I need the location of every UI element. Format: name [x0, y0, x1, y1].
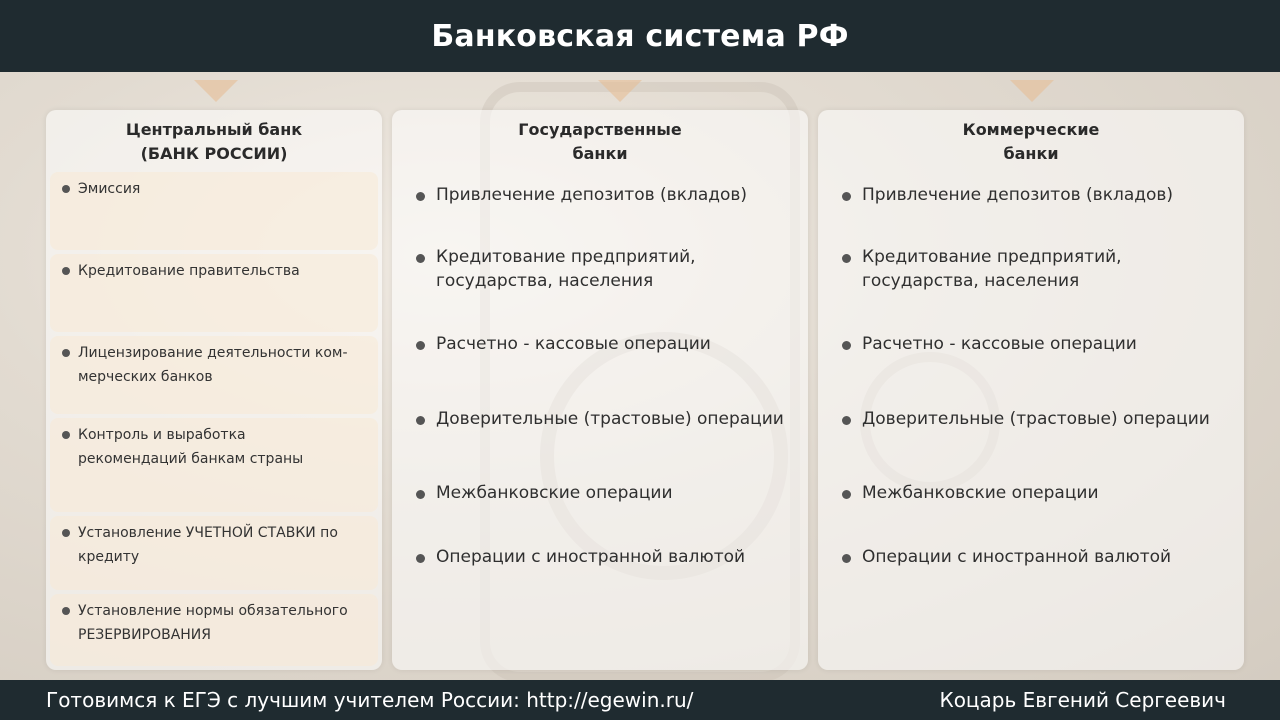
list-item [416, 183, 798, 207]
title-line: Центральный банк [125, 120, 303, 139]
bullet-icon [416, 192, 425, 201]
list-item [50, 172, 378, 250]
arrow-down-icon [194, 80, 238, 102]
item-text: Расчетно - кассовые операции [436, 334, 711, 354]
state-banks-panel [392, 110, 808, 670]
list-item [50, 516, 378, 590]
list-item [842, 183, 1234, 207]
list-item [50, 594, 378, 666]
central-bank-title [46, 110, 382, 166]
item-text: Кредитование правительства [78, 263, 300, 279]
list-item [842, 407, 1234, 431]
item-text: Лицензирование деятельности ком- мерческих банков [78, 345, 348, 385]
bullet-icon [842, 416, 851, 425]
bullet-icon [842, 192, 851, 201]
item-text: Операции с иностранной валютой [862, 547, 1172, 567]
title-line: Коммерческие [962, 120, 1100, 139]
bullet-icon [842, 254, 851, 263]
commercial-banks-panel [818, 110, 1244, 670]
footer-author-text: Коцарь Евгений Сергеевич [939, 688, 1226, 712]
item-text: Привлечение депозитов (вкладов) [862, 185, 1174, 205]
bullet-icon [416, 341, 425, 350]
item-text: Установление УЧЕТНОЙ СТАВКИ по кредиту [78, 525, 338, 565]
arrow-down-icon [598, 80, 642, 102]
item-text: Кредитование предприятий, государства, населения [436, 247, 696, 291]
item-text: Доверительные (трастовые) операции [862, 409, 1210, 429]
list-item [416, 481, 798, 505]
bullet-icon [62, 529, 70, 537]
title-line: Государственные [518, 120, 682, 139]
item-text: Операции с иностранной валютой [436, 547, 746, 567]
title-line: банки [1003, 144, 1059, 163]
bullet-icon [416, 254, 425, 263]
footer-site-text: Готовимся к ЕГЭ с лучшим учителем России: http://egewin.ru/ [46, 688, 694, 712]
list-item [842, 332, 1234, 356]
item-text: Расчетно - кассовые операции [862, 334, 1137, 354]
bullet-icon [62, 267, 70, 275]
bullet-icon [62, 431, 70, 439]
page-title: Банковская система РФ [431, 18, 849, 54]
list-item [416, 545, 798, 569]
list-item [842, 545, 1234, 569]
item-text: Контроль и выработка рекомендаций банкам страны [78, 427, 304, 467]
list-item [842, 481, 1234, 505]
item-text: Установление нормы обязательного РЕЗЕРВИРОВАНИЯ [78, 603, 348, 643]
item-text: Привлечение депозитов (вкладов) [436, 185, 748, 205]
state-banks-title [392, 110, 808, 166]
item-text: Межбанковские операции [862, 483, 1099, 503]
arrow-down-icon [1010, 80, 1054, 102]
item-text: Межбанковские операции [436, 483, 673, 503]
item-text: Эмиссия [78, 181, 141, 197]
commercial-banks-title [818, 110, 1244, 166]
title-bar [0, 0, 1280, 72]
bullet-icon [416, 554, 425, 563]
item-text: Доверительные (трастовые) операции [436, 409, 784, 429]
bullet-icon [842, 341, 851, 350]
bullet-icon [842, 490, 851, 499]
title-line: банки [572, 144, 628, 163]
bullet-icon [416, 490, 425, 499]
item-text: Кредитование предприятий, государства, населения [862, 247, 1122, 291]
list-item [416, 407, 798, 431]
list-item [842, 245, 1234, 293]
bullet-icon [842, 554, 851, 563]
list-item [50, 418, 378, 512]
list-item [416, 332, 798, 356]
bullet-icon [416, 416, 425, 425]
title-line: (БАНК РОССИИ) [140, 144, 288, 163]
bullet-icon [62, 185, 70, 193]
bullet-icon [62, 349, 70, 357]
list-item [50, 336, 378, 414]
footer-bar [0, 680, 1280, 720]
bullet-icon [62, 607, 70, 615]
central-bank-panel [46, 110, 382, 670]
list-item [50, 254, 378, 332]
list-item [416, 245, 798, 293]
